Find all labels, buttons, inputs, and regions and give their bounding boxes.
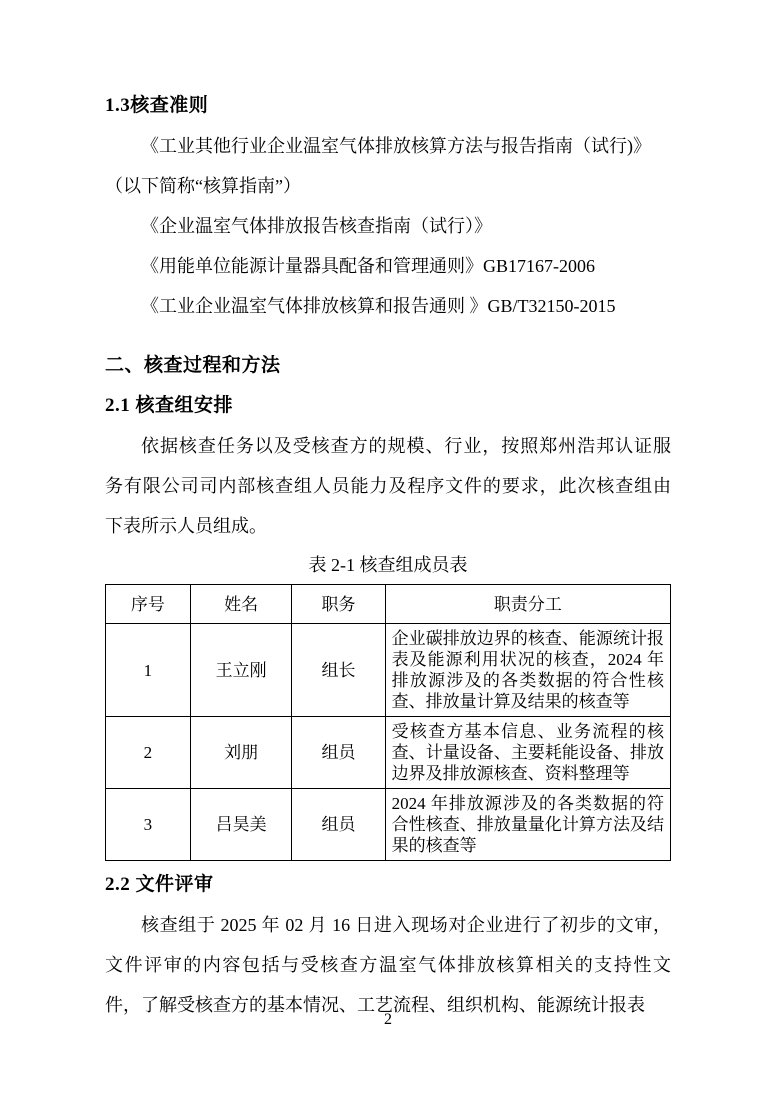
cell-no: 1	[106, 624, 191, 717]
header-cell-duty: 职责分工	[385, 585, 670, 624]
para-2-1-line-1: 依据核查任务以及受核查方的规模、行业，按照郑州浩邦认证服	[141, 436, 671, 456]
heading-1-3: 1.3核查准则	[105, 95, 209, 116]
para-2-1-line-3: 下表所示人员组成。	[105, 516, 267, 536]
heading-2-2: 2.2 文件评审	[105, 874, 214, 895]
cell-role: 组长	[292, 624, 385, 717]
cell-name: 吕昊美	[190, 789, 292, 861]
table-row	[106, 717, 671, 789]
para-2-1-line-2: 务有限公司司内部核查组人员能力及程序文件的要求，此次核查组由	[105, 476, 671, 496]
cell-name: 刘朋	[190, 717, 292, 789]
cell-role: 组员	[292, 717, 385, 789]
spacer	[105, 326, 671, 346]
cell-duty: 企业碳排放边界的核查、能源统计报表及能源利用状况的核查，2024 年排放源涉及的各类数据的符合性核查、排放量计算及结果的核查等	[385, 624, 670, 717]
criteria-line-1: 《工业其他行业企业温室气体排放核算方法与报告指南（试行)》	[141, 136, 651, 156]
criteria-line-2: （以下简称“核算指南”）	[105, 176, 301, 196]
header-cell-role: 职务	[292, 585, 385, 624]
members-table	[105, 584, 671, 861]
table-row	[106, 624, 671, 717]
table-header-row	[106, 585, 671, 624]
para-2-2-line-3: 件，了解受核查方的基本情况、工艺流程、组织机构、能源统计报表	[105, 995, 645, 1015]
heading-2: 二、核查过程和方法	[105, 355, 281, 376]
table-caption: 表 2-1 核查组成员表	[308, 555, 468, 575]
cell-duty: 2024 年排放源涉及的各类数据的符合性核查、排放量量化计算方法及结果的核查等	[385, 789, 670, 861]
table-row	[106, 789, 671, 861]
cell-role: 组员	[292, 789, 385, 861]
page-number: 2	[384, 1011, 392, 1028]
cell-name: 王立刚	[190, 624, 292, 717]
para-2-2-line-2: 文件评审的内容包括与受核查方温室气体排放核算相关的支持性文	[105, 955, 671, 975]
cell-no: 2	[106, 717, 191, 789]
header-cell-no: 序号	[106, 585, 191, 624]
criteria-line-3: 《企业温室气体排放报告核查指南（试行）》	[141, 216, 492, 236]
page-content	[105, 86, 671, 1025]
heading-2-1: 2.1 核查组安排	[105, 395, 234, 416]
cell-no: 3	[106, 789, 191, 861]
para-2-2-line-1: 核查组于 2025 年 02 月 16 日进入现场对企业进行了初步的文审，	[141, 915, 671, 935]
cell-duty: 受核查方基本信息、业务流程的核查、计量设备、主要耗能设备、排放边界及排放源核查、资料整理等	[385, 717, 670, 789]
criteria-line-4: 《用能单位能源计量器具配备和管理通则》GB17167-2006	[141, 256, 595, 276]
criteria-line-5: 《工业企业温室气体排放核算和报告通则 》GB/T32150-2015	[141, 296, 616, 316]
header-cell-name: 姓名	[190, 585, 292, 624]
